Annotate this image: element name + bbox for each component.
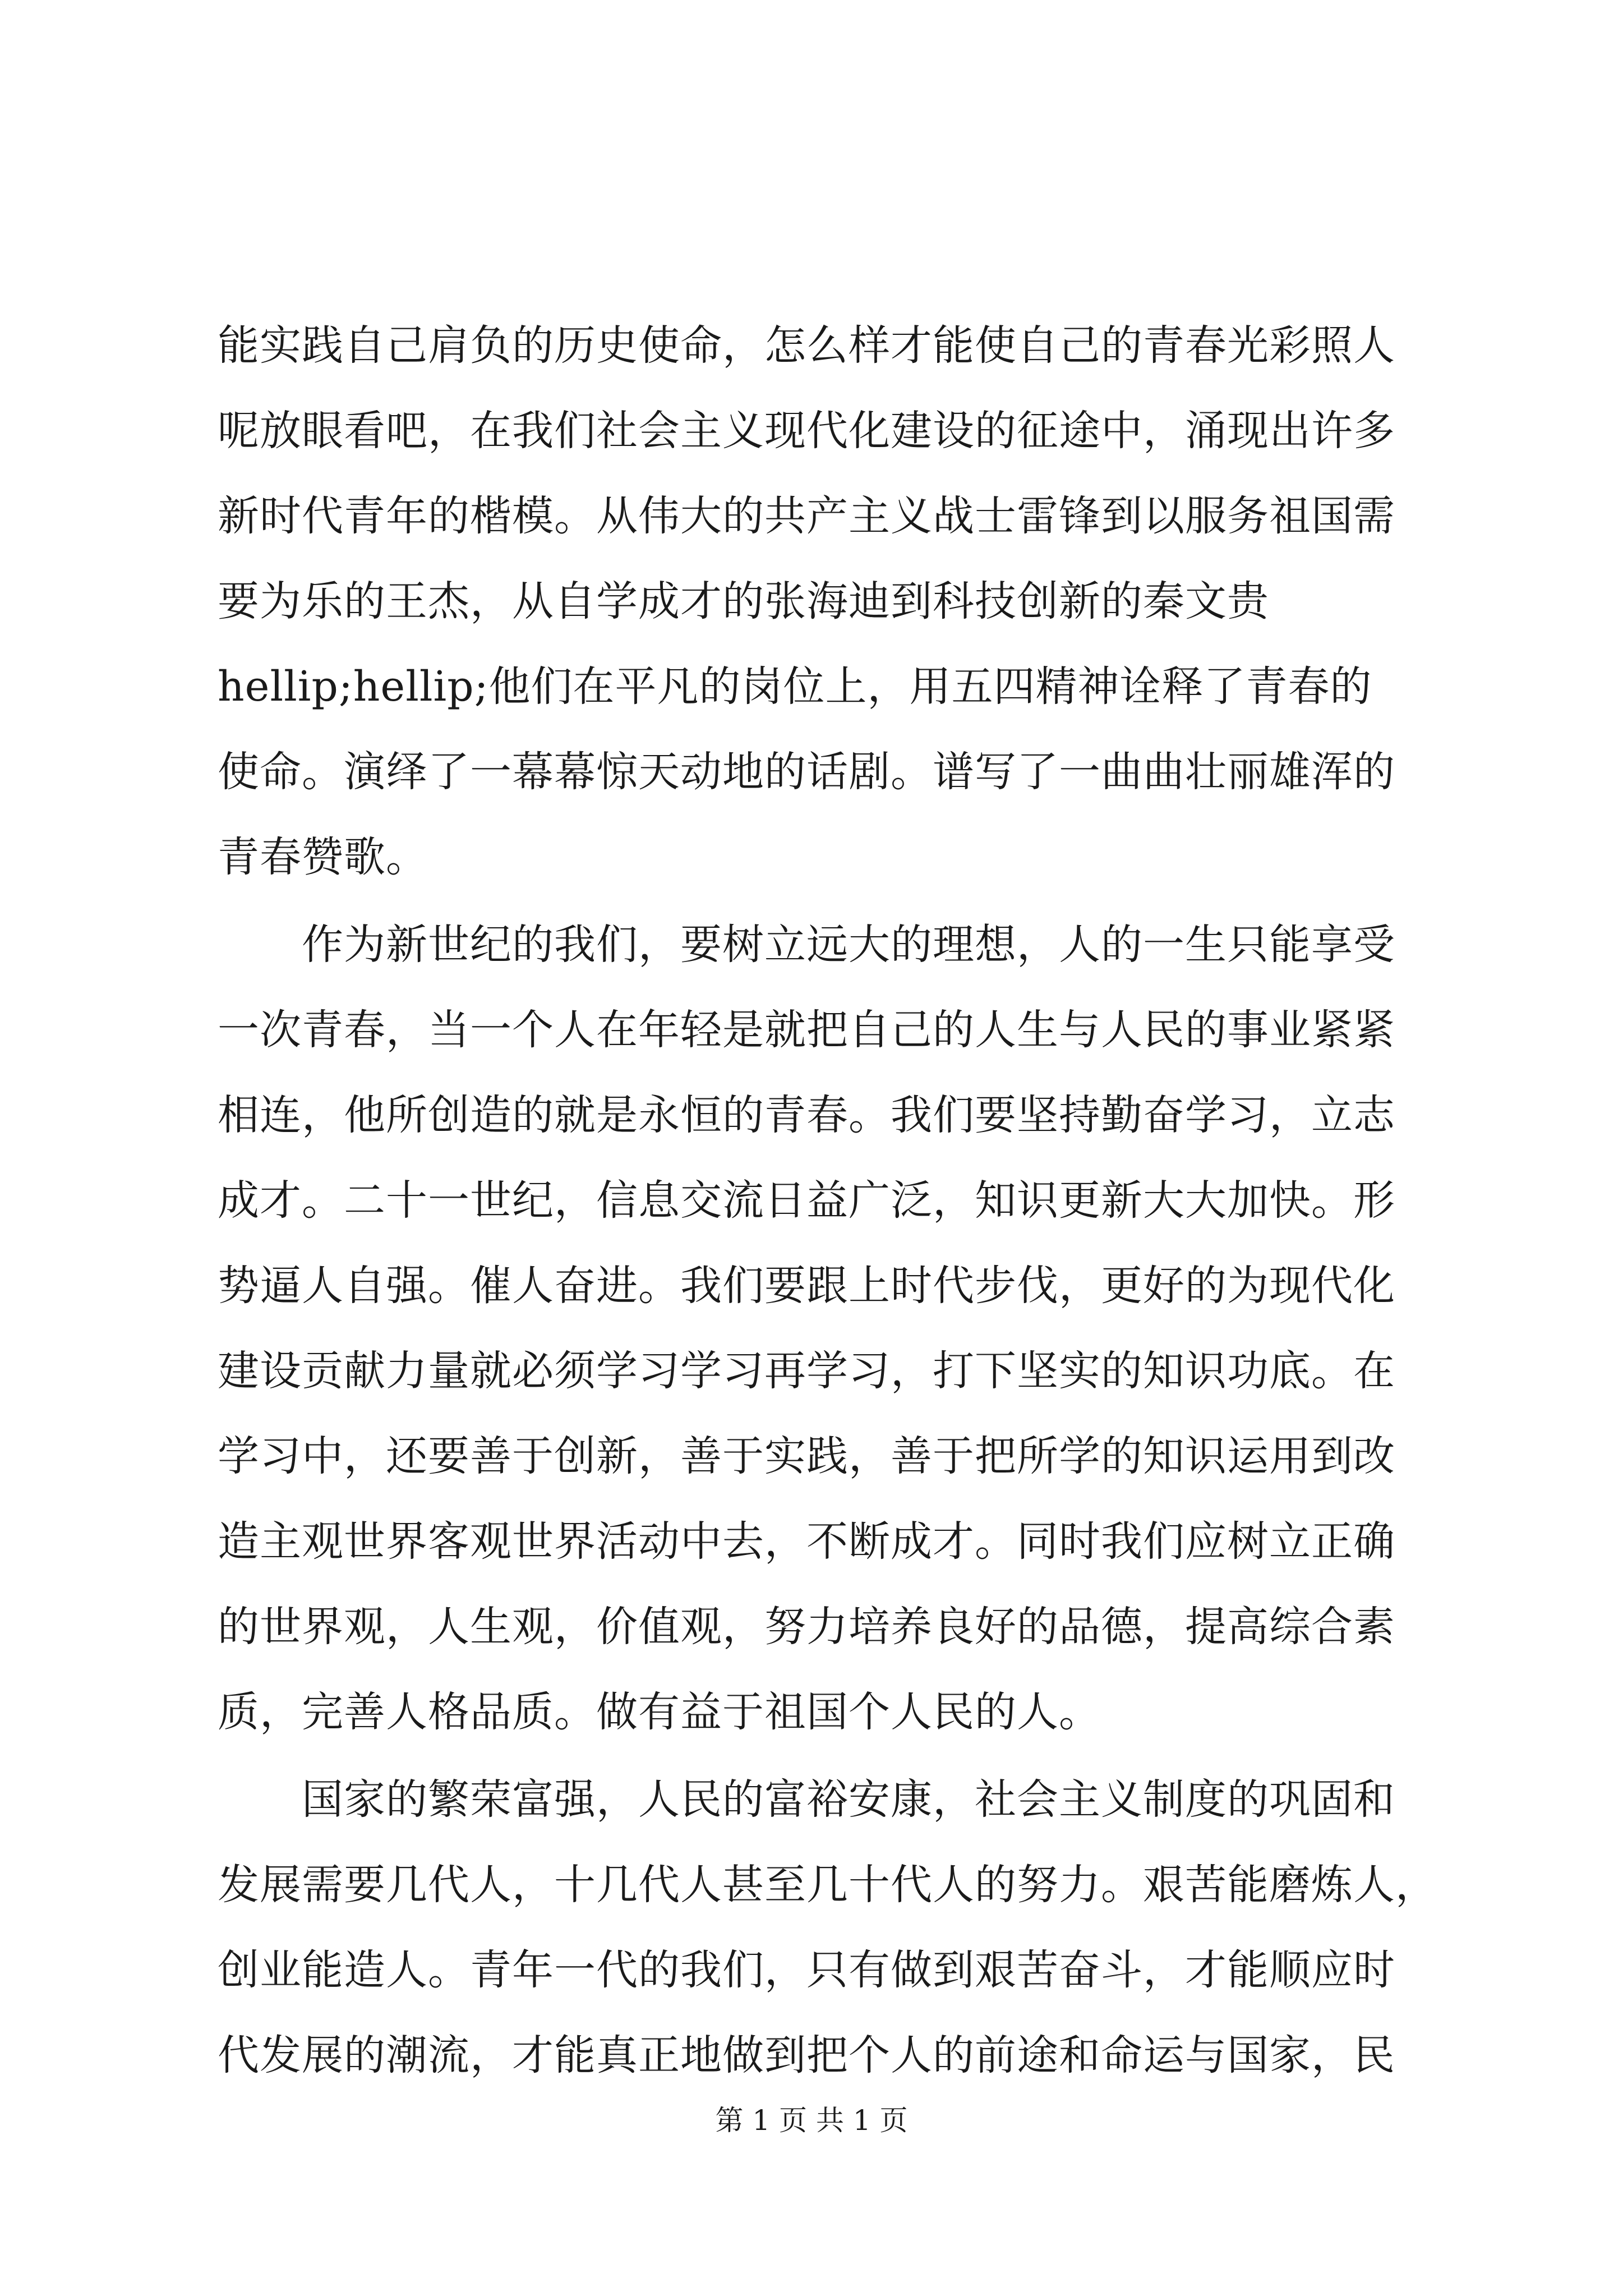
text-line: 的世界观，人生观，价值观，努力培养良好的品德，提高综合素: [218, 1603, 1395, 1651]
text-line: 作为新世纪的我们，要树立远大的理想，人的一生只能享受: [218, 921, 1395, 969]
text-line: 学习中，还要善于创新，善于实践，善于把所学的知识运用到改: [218, 1432, 1395, 1480]
text-line: 造主观世界客观世界活动中去，不断成才。同时我们应树立正确: [218, 1517, 1395, 1566]
page-footer: [0, 2101, 1623, 2140]
document-body: [218, 303, 1437, 2098]
text-line: 一次青春，当一个人在年轻是就把自己的人生与人民的事业紧紧: [218, 1006, 1395, 1054]
text-line: 发展需要几代人，十几代人甚至几十代人的努力。艰苦能磨炼人，: [218, 1861, 1437, 1909]
text-line: 使命。演绎了一幕幕惊天动地的话剧。谱写了一曲曲壮丽雄浑的: [218, 748, 1395, 796]
text-line: 质，完善人格品质。做有益于祖国个人民的人。: [218, 1688, 1101, 1736]
text-line: 相连，他所创造的就是永恒的青春。我们要坚持勤奋学习，立志: [218, 1091, 1395, 1139]
text-line: 建设贡献力量就必须学习学习再学习，打下坚实的知识功底。在: [218, 1347, 1395, 1395]
text-line: 成才。二十一世纪，信息交流日益广泛，知识更新大大加快。形: [218, 1176, 1395, 1225]
text-line: 创业能造人。青年一代的我们，只有做到艰苦奋斗，才能顺应时: [218, 1946, 1395, 1994]
text-line: 新时代青年的楷模。从伟大的共产主义战士雷锋到以服务祖国需: [218, 492, 1395, 540]
text-line: 能实践自己肩负的历史使命，怎么样才能使自己的青春光彩照人: [218, 321, 1395, 370]
text-line: 呢放眼看吧，在我们社会主义现代化建设的征途中，涌现出许多: [218, 407, 1395, 455]
text-line: 势逼人自强。催人奋进。我们要跟上时代步伐，更好的为现代化: [218, 1262, 1395, 1310]
text-line: 要为乐的王杰，从自学成才的张海迪到科技创新的秦文贵: [218, 577, 1269, 625]
text-line: 代发展的潮流，才能真正地做到把个人的前途和命运与国家，民: [218, 2031, 1395, 2079]
text-line: hellip;hellip;他们在平凡的岗位上，用五四精神诠释了青春的: [218, 662, 1372, 711]
page-indicator: 第 1 页 共 1 页: [715, 2104, 908, 2137]
text-line: 国家的繁荣富强，人民的富裕安康，社会主义制度的巩固和: [218, 1775, 1395, 1824]
text-line: 青春赞歌。: [218, 833, 428, 881]
